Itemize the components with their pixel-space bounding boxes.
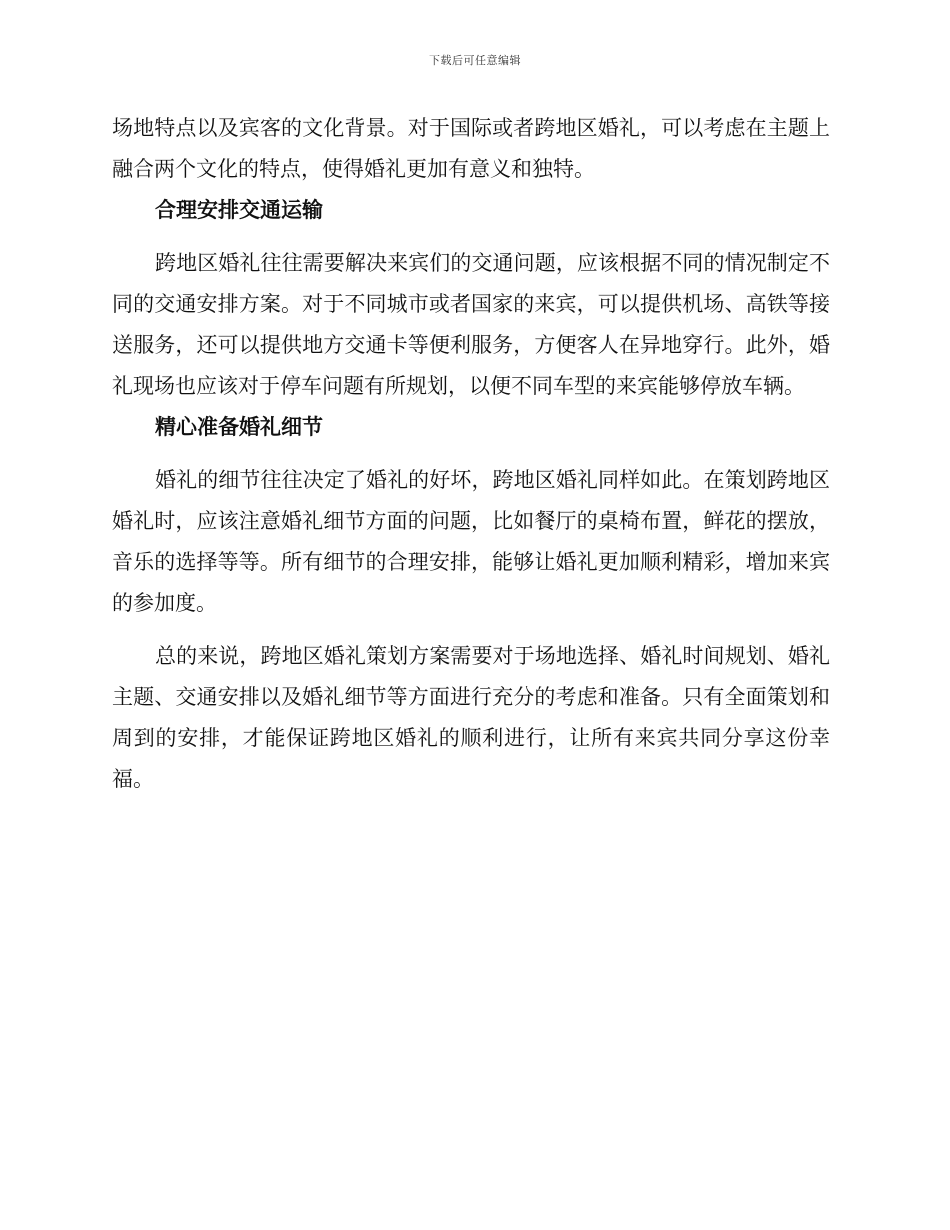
section-body-details: 婚礼的细节往往决定了婚礼的好坏，跨地区婚礼同样如此。在策划跨地区婚礼时，应该注意婚礼细节方面的问题，比如餐厅的桌椅布置，鲜花的摆放，音乐的选择等等。所有细节的合理安排，能够让婚礼更加顺利精彩，增加来宾的参加度。	[112, 468, 830, 615]
document-body	[112, 108, 830, 800]
conclusion-paragraph: 总的来说，跨地区婚礼策划方案需要对于场地选择、婚礼时间规划、婚礼主题、交通安排以及婚礼细节等方面进行充分的考虑和准备。只有全面策划和周到的安排，才能保证跨地区婚礼的顺利进行，让所有来宾共同分享这份幸福。	[112, 644, 830, 791]
section-heading-details: 精心准备婚礼细节	[155, 415, 323, 439]
section-heading-transport: 合理安排交通运输	[155, 198, 323, 222]
page-header-note: 下载后可任意编辑	[429, 54, 521, 67]
intro-paragraph: 场地特点以及宾客的文化背景。对于国际或者跨地区婚礼，可以考虑在主题上融合两个文化的特点，使得婚礼更加有意义和独特。	[112, 116, 830, 181]
section-body-transport: 跨地区婚礼往往需要解决来宾们的交通问题，应该根据不同的情况制定不同的交通安排方案。对于不同城市或者国家的来宾，可以提供机场、高铁等接送服务，还可以提供地方交通卡等便利服务，方便客人在异地穿行。此外，婚礼现场也应该对于停车问题有所规划，以便不同车型的来宾能够停放车辆。	[112, 251, 830, 398]
